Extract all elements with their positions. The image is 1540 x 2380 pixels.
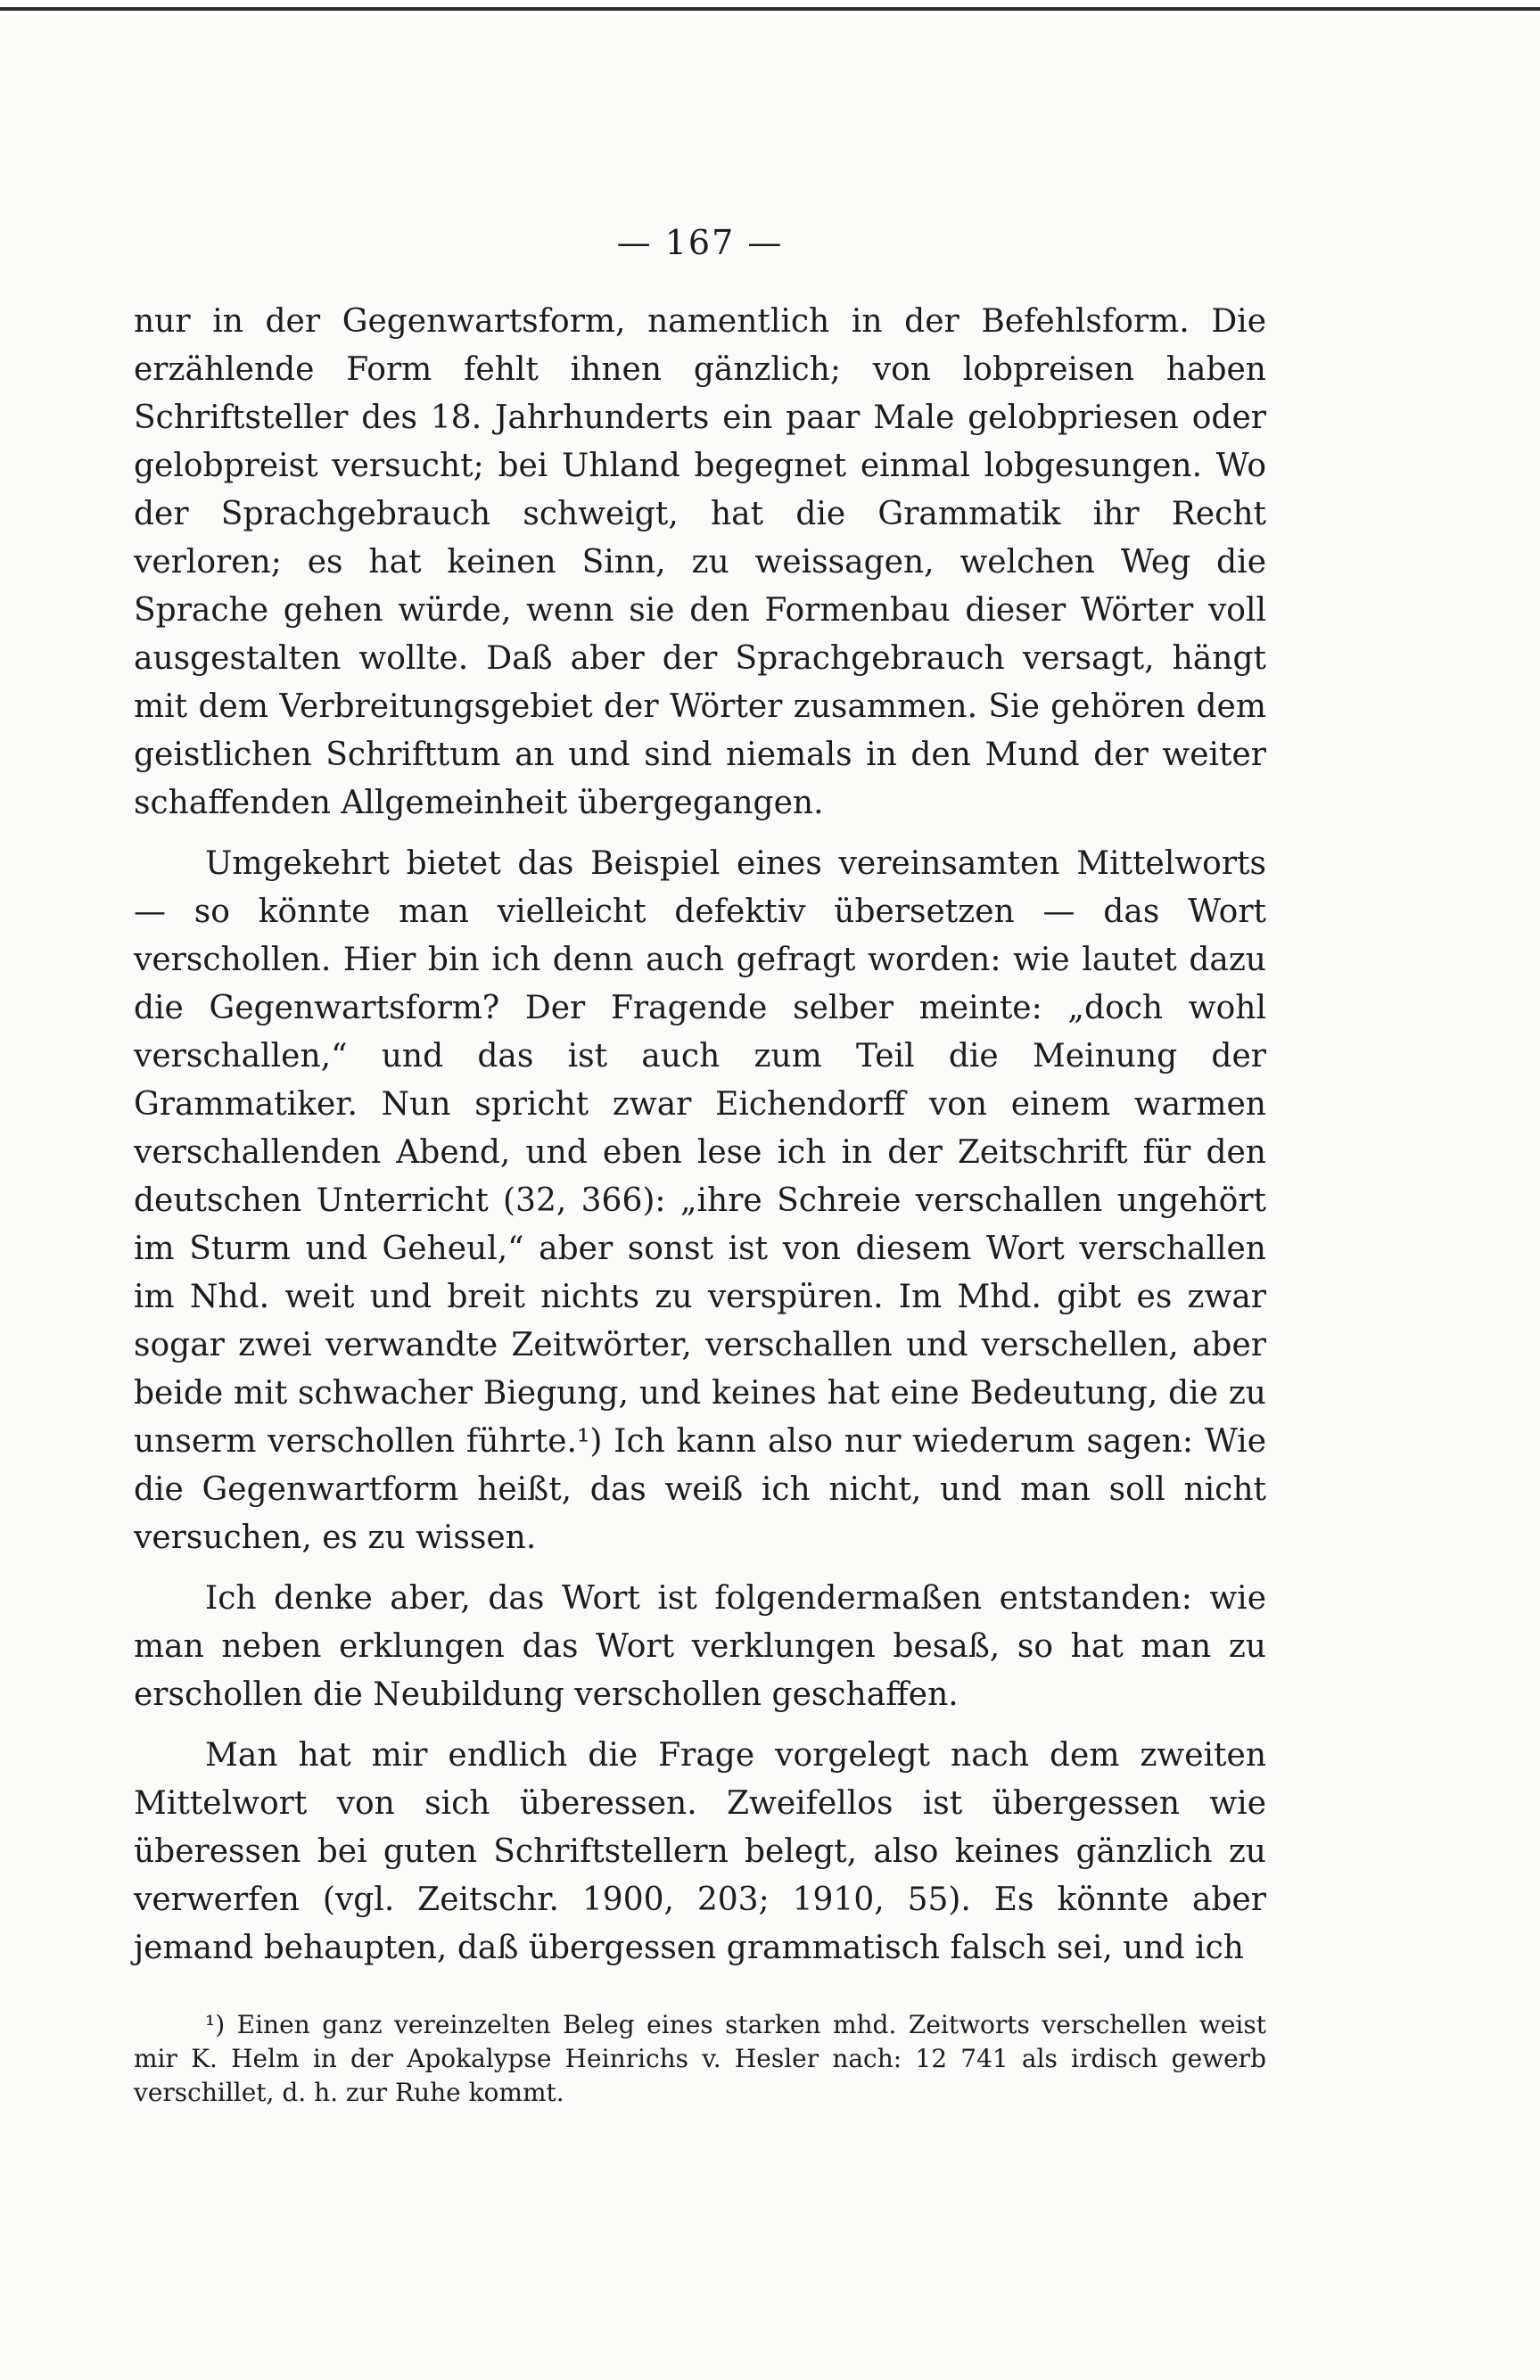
page-number: — 167 — — [616, 223, 784, 262]
footnotes — [134, 2008, 1266, 2110]
paragraph: Man hat mir endlich die Frage vorgelegt nach dem zweiten Mittelwort von sich überessen. Zweifellos ist übergessen wie überessen bei guten Schriftstellern belegt, also keines gänzlich zu verwerfen (vgl. Zeitschr. 1900, 203; 1910, 55). Es könnte aber jemand behaupten, daß übergessen grammatisch falsch sei, und ich — [134, 1737, 1266, 1966]
footnote: ¹) Einen ganz vereinzelten Beleg eines starken mhd. Zeitworts verschellen weist mir K. Helm in der Apokalypse Heinrichs v. Hesler nach: 12 741 als irdisch gewerb verschillet, d. h. zur Ruhe kommt. — [134, 2010, 1266, 2107]
paragraph: Ich denke aber, das Wort ist folgendermaßen entstanden: wie man neben erklungen das Wort verklungen besaß, so hat man zu erschollen die Neubildung verschollen geschaffen. — [134, 1580, 1266, 1713]
top-edge-rule — [0, 7, 1540, 11]
paragraph: nur in der Gegenwartsform, namentlich in der Befehlsform. Die erzählende Form fehlt ihnen gänzlich; von lobpreisen haben Schriftsteller des 18. Jahrhunderts ein paar Male gelobpriesen oder gelobpreist versucht; bei Uhland begegnet einmal lobgesungen. Wo der Sprachgebrauch schweigt, hat die Grammatik ihr Recht verloren; es hat keinen Sinn, zu weissagen, welchen Weg die Sprache gehen würde, wenn sie den Formenbau dieser Wörter voll ausgestalten wollte. Daß aber der Sprachgebrauch versagt, hängt mit dem Verbreitungsgebiet der Wörter zusammen. Sie gehören dem geistlichen Schrifttum an und sind niemals in den Mund der weiter schaffenden Allgemeinheit übergegangen. — [134, 303, 1266, 821]
body-text — [134, 298, 1266, 1972]
book-page — [134, 223, 1266, 2110]
paragraph: Umgekehrt bietet das Beispiel eines vereinsamten Mittelworts — so könnte man vielleicht defektiv übersetzen — das Wort verschollen. Hier bin ich denn auch gefragt worden: wie lautet dazu die Gegenwartsform? Der Fragende selber meinte: „doch wohl verschallen,“ und das ist auch zum Teil die Meinung der Grammatiker. Nun spricht zwar Eichendorff von einem warmen verschallenden Abend, und eben lese ich in der Zeitschrift für den deutschen Unterricht (32, 366): „ihre Schreie verschallen ungehört im Sturm und Geheul,“ aber sonst ist von diesem Wort verschallen im Nhd. weit und breit nichts zu verspüren. Im Mhd. gibt es zwar sogar zwei verwandte Zeitwörter, verschallen und verschellen, aber beide mit schwacher Biegung, und keines hat eine Bedeutung, die zu unserm verschollen führte.¹) Ich kann also nur wiederum sagen: Wie die Gegenwartform heißt, das weiß ich nicht, und man soll nicht versuchen, es zu wissen. — [134, 845, 1266, 1556]
